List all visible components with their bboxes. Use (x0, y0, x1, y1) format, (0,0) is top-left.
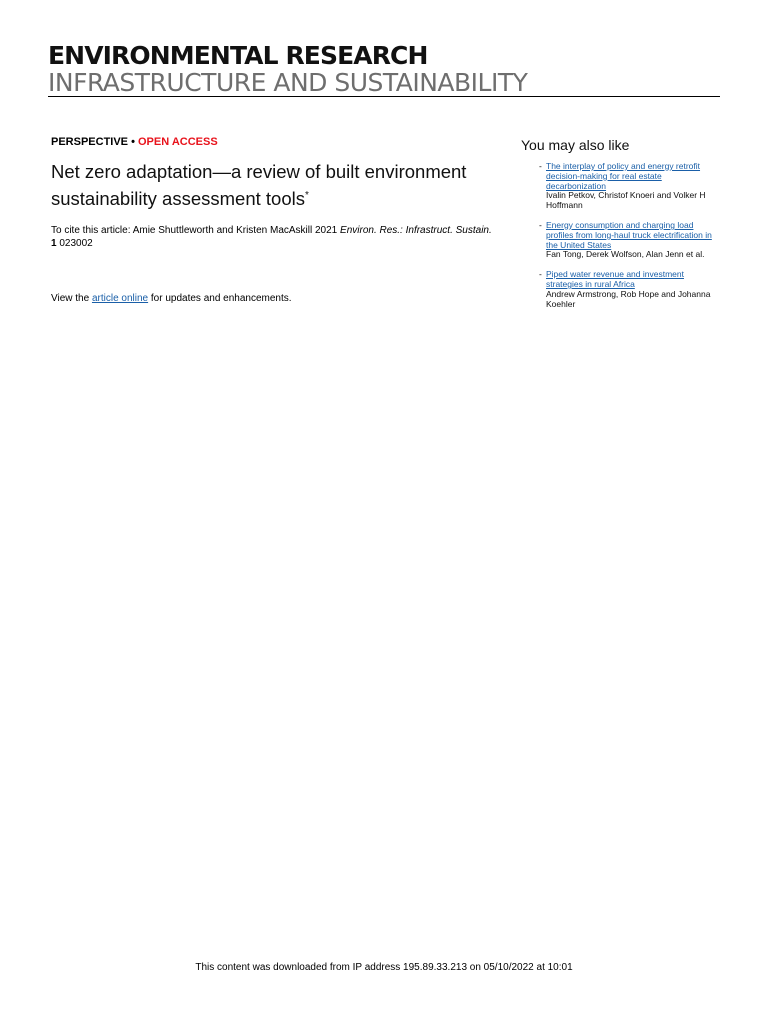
related-item-authors: Fan Tong, Derek Wolfson, Alan Jenn et al. (546, 249, 705, 260)
related-item-dash: - (539, 219, 542, 230)
open-access-label: OPEN ACCESS (138, 136, 218, 148)
article-type-label: PERSPECTIVE (51, 136, 129, 148)
article-type (51, 136, 218, 148)
citation-volume: 1 (51, 237, 57, 249)
related-item-link[interactable]: Piped water revenue and investment strategies in rural Africa (546, 269, 684, 289)
citation (51, 225, 516, 250)
related-item-link[interactable]: Energy consumption and charging load profiles from long-haul truck electrification in the United States (546, 219, 712, 250)
citation-text: To cite this article: Amie Shuttleworth and Kristen MacAskill 2021 (51, 225, 341, 236)
article-online-link[interactable]: article online (91, 293, 149, 304)
related-item-dash: - (539, 269, 542, 280)
article-title (51, 160, 521, 211)
journal-subtitle: INFRASTRUCTURE AND SUSTAINABILITY (48, 68, 528, 97)
related-articles (521, 137, 721, 319)
view-online-line (51, 293, 292, 305)
related-item (521, 162, 721, 211)
article-title-footnote-mark: * (304, 190, 309, 201)
citation-journal: Environ. Res.: Infrastruct. Sustain. (340, 225, 492, 236)
article-type-separator: • (128, 136, 138, 148)
journal-title: ENVIRONMENTAL RESEARCH (48, 41, 428, 70)
related-item (521, 221, 721, 260)
related-heading: You may also like (521, 137, 630, 153)
journal-masthead (48, 42, 720, 97)
related-item-link[interactable]: The interplay of policy and energy retrofit decision-making for real estate decarbonization (546, 161, 701, 191)
view-online-prefix: View the (51, 293, 92, 304)
download-notice: This content was downloaded from IP address 195.89.33.213 on 05/10/2022 at 10:01 (195, 962, 573, 973)
related-item (521, 270, 721, 309)
related-item-authors: Ivalin Petkov, Christof Knoeri and Volker H Hoffmann (546, 190, 706, 211)
view-online-suffix: for updates and enhancements. (148, 293, 292, 304)
citation-article-number: 023002 (56, 237, 93, 249)
related-item-dash: - (539, 161, 542, 171)
related-item-authors: Andrew Armstrong, Rob Hope and Johanna Koehler (546, 288, 711, 309)
article-title-text: Net zero adaptation—a review of built environment sustainability assessment tools (51, 161, 467, 210)
